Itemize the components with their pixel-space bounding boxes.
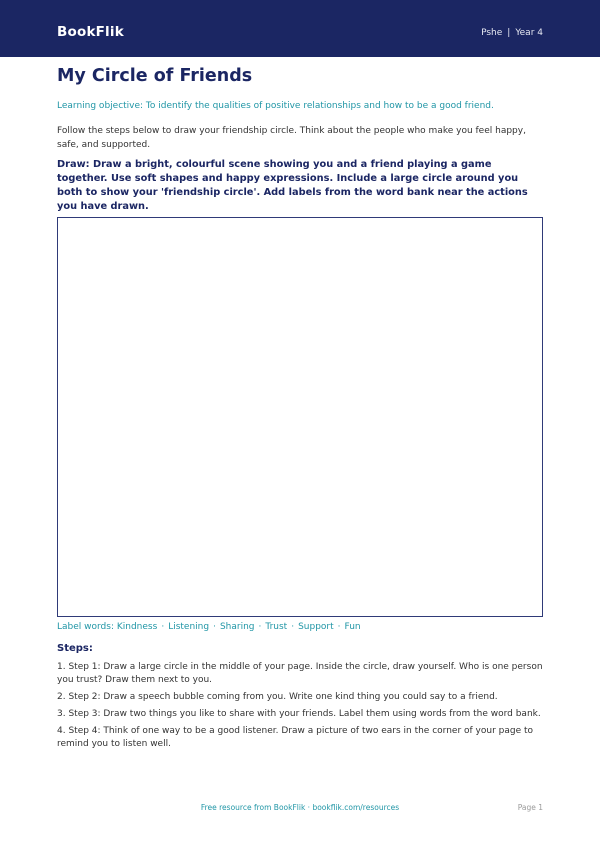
steps-heading: Steps: bbox=[57, 643, 93, 654]
meta-separator: | bbox=[507, 28, 511, 38]
subject-label: Pshe bbox=[481, 28, 503, 38]
subject-year-meta bbox=[481, 28, 543, 38]
word-separator: · bbox=[258, 622, 262, 632]
step-item: 4. Step 4: Think of one way to be a good listener. Draw a picture of two ears in the corner of your page to remind you to listen well. bbox=[57, 726, 534, 749]
footer-credit: Free resource from BookFlik · bookflik.com/resources bbox=[200, 803, 400, 812]
word-separator: · bbox=[291, 622, 295, 632]
drawing-area[interactable] bbox=[57, 217, 543, 617]
step-item: 3. Step 3: Draw two things you like to share with your friends. Label them using words from the word bank. bbox=[57, 709, 541, 719]
learning-objective: Learning objective: To identify the qualities of positive relationships and how to be a good friend. bbox=[57, 101, 494, 111]
intro-text: Follow the steps below to draw your friendship circle. Think about the people who make you feel happy, safe, and supported. bbox=[57, 126, 526, 150]
page-title: My Circle of Friends bbox=[57, 66, 253, 86]
drawing-task: Draw: Draw a bright, colourful scene showing you and a friend playing a game together. Use soft shapes and happy expressions. Include a large circle around you both to show your 'friendship circle'. Add labels from the word bank near the actions you have drawn. bbox=[57, 159, 528, 212]
word-bank-prefix: Label words: bbox=[57, 622, 114, 632]
year-label: Year 4 bbox=[515, 28, 543, 38]
step-item: 2. Step 2: Draw a speech bubble coming from you. Write one kind thing you could say to a friend. bbox=[57, 692, 498, 702]
word-bank-word: Support bbox=[298, 622, 334, 632]
step-item: 1. Step 1: Draw a large circle in the middle of your page. Inside the circle, draw yourself. Who is one person you trust? Draw them next to you. bbox=[57, 662, 543, 685]
word-bank-word: Trust bbox=[265, 622, 288, 632]
word-separator: · bbox=[213, 622, 216, 632]
word-bank-word: Fun bbox=[344, 622, 361, 632]
word-bank bbox=[57, 622, 361, 632]
word-bank-word: Listening bbox=[168, 622, 210, 632]
word-bank-word: Sharing bbox=[219, 622, 255, 632]
word-separator: · bbox=[161, 622, 165, 632]
word-separator: · bbox=[337, 622, 341, 632]
steps-list bbox=[57, 661, 543, 755]
brand-logo-text: BookFlik bbox=[57, 24, 124, 40]
page-header bbox=[0, 0, 600, 57]
page-number: Page 1 bbox=[517, 803, 543, 812]
word-bank-word: Kindness bbox=[116, 622, 158, 632]
